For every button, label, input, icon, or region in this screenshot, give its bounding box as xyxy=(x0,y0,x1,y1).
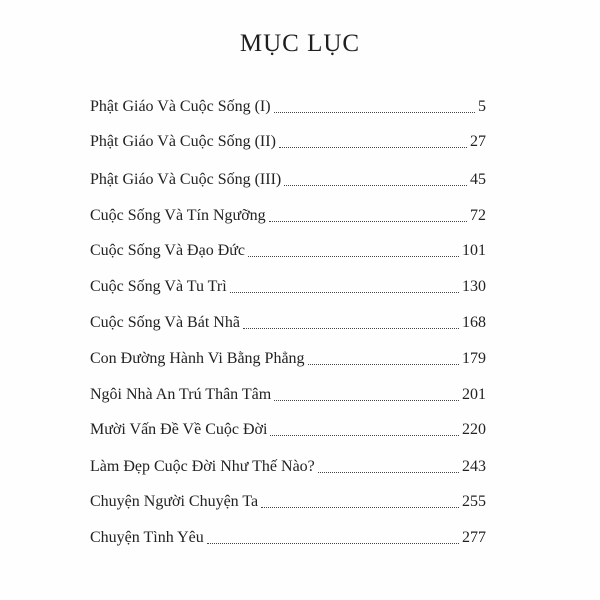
toc-entry xyxy=(90,202,486,226)
toc-entry xyxy=(90,524,486,548)
dot-leader xyxy=(269,221,467,222)
toc-entry-title: Cuộc Sống Và Tín Ngưỡng xyxy=(90,207,266,224)
dot-leader xyxy=(261,507,459,508)
toc-entry-page-number: 243 xyxy=(462,458,486,475)
dot-leader xyxy=(230,292,459,293)
toc-entry-title: Cuộc Sống Và Tu Trì xyxy=(90,278,227,295)
toc-entry-title: Con Đường Hành Vi Bằng Phẳng xyxy=(90,350,305,367)
toc-entry-page-number: 45 xyxy=(470,171,486,188)
toc-entry-page-number: 179 xyxy=(462,350,486,367)
toc-entry-page-number: 168 xyxy=(462,314,486,331)
toc-entry-title: Chuyện Tình Yêu xyxy=(90,529,204,546)
toc-entry xyxy=(90,309,486,333)
toc-entry xyxy=(90,453,486,477)
toc-entry xyxy=(90,381,486,405)
toc-entry-title: Chuyện Người Chuyện Ta xyxy=(90,493,259,510)
toc-entry-page-number: 255 xyxy=(462,493,486,510)
toc-entry-title: Phật Giáo Và Cuộc Sống (I) xyxy=(90,98,271,115)
toc-entry xyxy=(90,93,486,117)
dot-leader xyxy=(274,112,475,113)
toc-entry-title: Mười Vấn Đề Về Cuộc Đời xyxy=(90,421,268,438)
dot-leader xyxy=(284,185,467,186)
toc-entry-title: Phật Giáo Và Cuộc Sống (II) xyxy=(90,133,276,150)
dot-leader xyxy=(318,472,459,473)
dot-leader xyxy=(270,435,459,436)
dot-leader xyxy=(248,256,459,257)
toc-entry-page-number: 130 xyxy=(462,278,486,295)
dot-leader xyxy=(243,328,459,329)
toc-entry xyxy=(90,488,486,512)
toc-entry-title: Cuộc Sống Và Đạo Đức xyxy=(90,242,246,259)
toc-entry xyxy=(90,237,486,261)
toc-entry-title: Cuộc Sống Và Bát Nhã xyxy=(90,314,240,331)
toc-entry-title: Ngôi Nhà An Trú Thân Tâm xyxy=(90,386,272,403)
dot-leader xyxy=(279,147,467,148)
dot-leader xyxy=(207,543,459,544)
toc-entry-page-number: 201 xyxy=(462,386,486,403)
toc-entry-title: Phật Giáo Và Cuộc Sống (III) xyxy=(90,171,282,188)
toc-entry xyxy=(90,166,486,190)
toc-entry xyxy=(90,128,486,152)
toc-entry xyxy=(90,345,486,369)
toc-entry xyxy=(90,416,486,440)
toc-entry-page-number: 220 xyxy=(462,421,486,438)
page-title: MỤC LỤC xyxy=(239,30,361,57)
toc-entry-page-number: 72 xyxy=(470,207,486,224)
dot-leader xyxy=(274,400,459,401)
toc-entry-page-number: 277 xyxy=(462,529,486,546)
toc-entry-title: Làm Đẹp Cuộc Đời Như Thế Nào? xyxy=(90,458,315,475)
toc-entry-page-number: 101 xyxy=(462,242,486,259)
toc-entry-page-number: 5 xyxy=(478,98,486,115)
toc-entry-page-number: 27 xyxy=(470,133,486,150)
dot-leader xyxy=(308,364,459,365)
toc-entry xyxy=(90,273,486,297)
